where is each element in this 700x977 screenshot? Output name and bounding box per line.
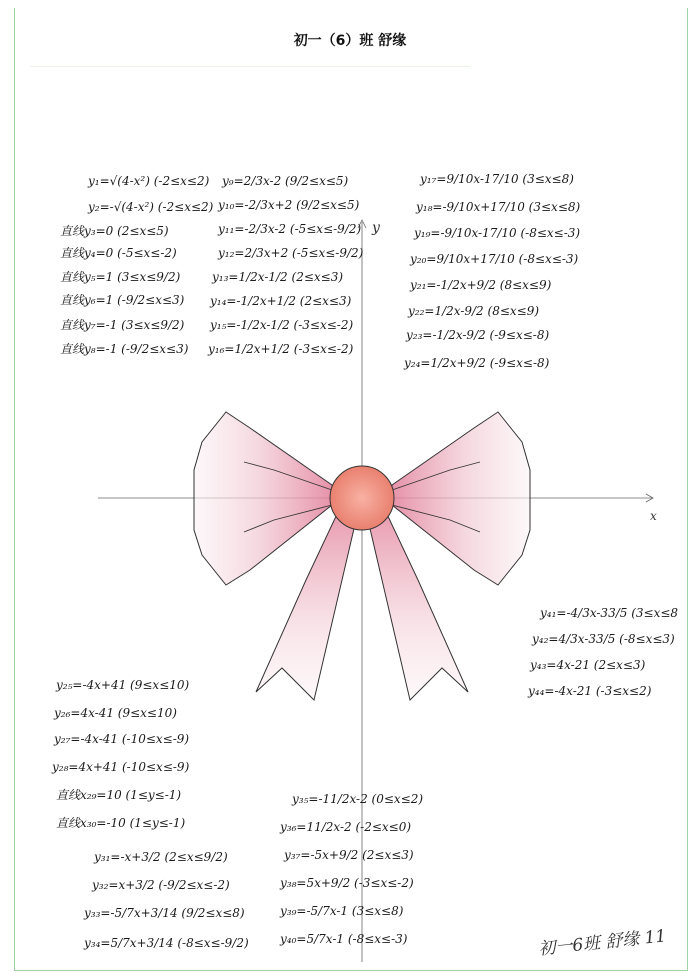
- y-axis-label: y: [372, 220, 380, 236]
- equation: y₂₀=9/10x+17/10 (-8≤x≤-3): [410, 252, 579, 266]
- equation: y₁₆=1/2x+1/2 (-3≤x≤-2): [208, 342, 354, 356]
- equation: 直线y₇=-1 (3≤x≤9/2): [60, 318, 185, 332]
- equation: y₁₁=-2/3x-2 (-5≤x≤-9/2): [218, 222, 362, 236]
- equation: y₁₀=-2/3x+2 (9/2≤x≤5): [218, 198, 360, 212]
- equation: y₂₆=4x-41 (9≤x≤10): [54, 706, 177, 720]
- equation: 直线y₃=0 (2≤x≤5): [60, 224, 169, 238]
- equation: y₂₂=1/2x-9/2 (8≤x≤9): [408, 304, 540, 318]
- equation: y₂₈=4x+41 (-10≤x≤-9): [52, 760, 190, 774]
- equation: 直线x₂₉=10 (1≤y≤-1): [56, 788, 182, 802]
- equation: y₁₂=2/3x+2 (-5≤x≤-9/2): [218, 246, 364, 260]
- x-axis-label: x: [650, 509, 657, 523]
- equation: 直线x₃₀=-10 (1≤y≤-1): [56, 816, 186, 830]
- equation: y₁₉=-9/10x-17/10 (-8≤x≤-3): [414, 226, 581, 240]
- equation: y₂=-√(4-x²) (-2≤x≤2): [88, 200, 214, 214]
- equation: y₄₀=5/7x-1 (-8≤x≤-3): [280, 932, 408, 946]
- equation: y₉=2/3x-2 (9/2≤x≤5): [222, 174, 349, 188]
- equation: y₂₅=-4x+41 (9≤x≤10): [56, 678, 190, 692]
- equation: y₁₇=9/10x-17/10 (3≤x≤8): [420, 172, 574, 186]
- bow-knot: [330, 466, 394, 530]
- equation: y₃₂=x+3/2 (-9/2≤x≤-2): [92, 878, 230, 892]
- equation: y₃₇=-5x+9/2 (2≤x≤3): [284, 848, 414, 862]
- equation: y₄₄=-4x-21 (-3≤x≤2): [528, 684, 652, 698]
- equation: y₄₁=-4/3x-33/5 (3≤x≤8: [540, 606, 679, 620]
- equation: y₁₈=-9/10x+17/10 (3≤x≤8): [416, 200, 581, 214]
- right-wing: [392, 412, 530, 585]
- equation: 直线y₆=1 (-9/2≤x≤3): [60, 293, 185, 307]
- equation: y₃₉=-5/7x-1 (3≤x≤8): [280, 904, 404, 918]
- equation: y₁=√(4-x²) (-2≤x≤2): [88, 174, 210, 188]
- equation: 直线y₅=1 (3≤x≤9/2): [60, 270, 181, 284]
- equation: y₃₄=5/7x+3/14 (-8≤x≤-9/2): [84, 936, 249, 950]
- equation: 直线y₄=0 (-5≤x≤-2): [60, 246, 177, 260]
- equation: y₄₂=4/3x-33/5 (-8≤x≤3): [532, 632, 675, 646]
- equation: y₂₄=1/2x+9/2 (-9≤x≤-8): [404, 356, 550, 370]
- equation: y₁₄=-1/2x+1/2 (2≤x≤3): [210, 294, 352, 308]
- equation: y₁₅=-1/2x-1/2 (-3≤x≤-2): [210, 318, 354, 332]
- equation: y₃₆=11/2x-2 (-2≤x≤0): [280, 820, 412, 834]
- left-wing: [194, 412, 332, 585]
- equation: y₂₁=-1/2x+9/2 (8≤x≤9): [410, 278, 552, 292]
- equation: 直线y₈=-1 (-9/2≤x≤3): [60, 342, 189, 356]
- equation: y₄₃=4x-21 (2≤x≤3): [530, 658, 646, 672]
- equation: y₃₈=5x+9/2 (-3≤x≤-2): [280, 876, 414, 890]
- signature: 初一6班 舒缘 11: [537, 926, 668, 960]
- equation: y₃₅=-11/2x-2 (0≤x≤2): [292, 792, 424, 806]
- equation: y₂₃=-1/2x-9/2 (-9≤x≤-8): [406, 328, 550, 342]
- equation: y₃₃=-5/7x+3/14 (9/2≤x≤8): [84, 906, 245, 920]
- equation: y₁₃=1/2x-1/2 (2≤x≤3): [212, 270, 344, 284]
- equation: y₂₇=-4x-41 (-10≤x≤-9): [54, 732, 190, 746]
- equation: y₃₁=-x+3/2 (2≤x≤9/2): [94, 850, 228, 864]
- page-title: 初一（6）班 舒缘: [293, 33, 407, 49]
